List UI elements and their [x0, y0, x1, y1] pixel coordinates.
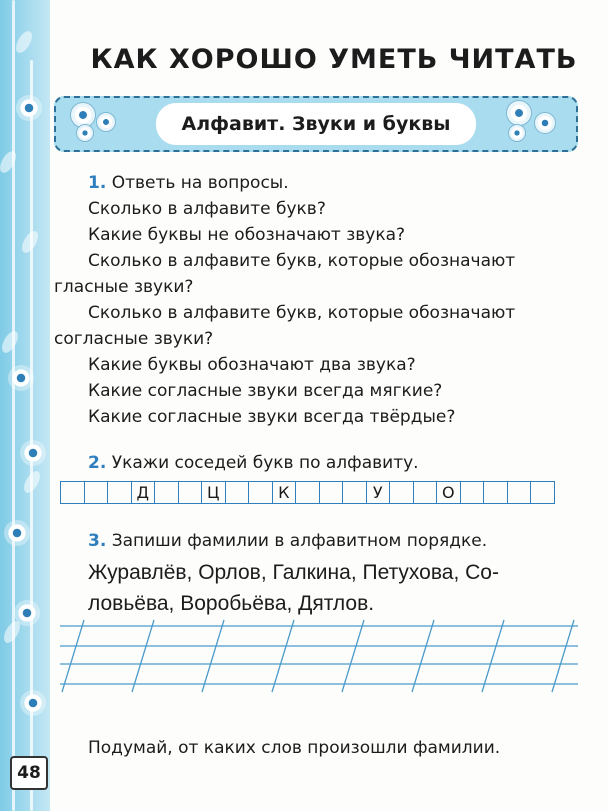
surnames-line: Журавлёв, Орлов, Галкина, Петухова, Со-	[88, 561, 499, 584]
flower-decoration	[20, 440, 46, 466]
letter-cell[interactable]	[179, 481, 203, 504]
flower-decoration	[20, 690, 46, 716]
letter-cell[interactable]	[414, 481, 438, 504]
letter-cell[interactable]: Ц	[202, 481, 226, 504]
letter-cell[interactable]: У	[367, 481, 391, 504]
task2-heading	[88, 450, 419, 476]
flower-decoration	[8, 365, 34, 391]
task3-heading	[88, 528, 487, 554]
task1-line: Какие буквы не обозначают звука?	[88, 225, 406, 245]
task1-line: гласные звуки?	[54, 277, 194, 297]
letter-cell[interactable]	[296, 481, 320, 504]
flower-icon	[534, 112, 556, 134]
task1-line: Сколько в алфавите букв?	[88, 199, 326, 219]
task1-line: Какие буквы обозначают два звука?	[88, 355, 416, 375]
letter-cell[interactable]: К	[273, 481, 297, 504]
task1-heading	[88, 170, 289, 196]
surnames-line: ловьёва, Воробьёва, Дятлов.	[88, 592, 375, 615]
letter-cell[interactable]	[531, 481, 555, 504]
flower-icon	[506, 100, 532, 126]
task1-intro: Ответь на вопросы.	[111, 173, 289, 193]
task1-line: Какие согласные звуки всегда мягкие?	[88, 381, 443, 401]
task1-line: согласные звуки?	[54, 329, 214, 349]
letter-cell[interactable]	[390, 481, 414, 504]
section-title: Алфавит. Звуки и буквы	[156, 103, 476, 145]
letter-cell[interactable]	[320, 481, 344, 504]
leaf-decoration	[0, 149, 19, 176]
letter-cell[interactable]	[508, 481, 532, 504]
letter-cell[interactable]	[155, 481, 179, 504]
letter-cell[interactable]	[61, 481, 85, 504]
letter-cell[interactable]	[461, 481, 485, 504]
letter-cell[interactable]	[343, 481, 367, 504]
flower-icon	[96, 112, 116, 132]
handwriting-lines[interactable]	[54, 616, 584, 696]
leaf-decoration	[0, 329, 21, 356]
letter-cell[interactable]	[249, 481, 273, 504]
task1-line: Сколько в алфавите букв, которые обозначают	[88, 251, 516, 271]
letter-cell[interactable]	[108, 481, 132, 504]
footer-question: Подумай, от каких слов произошли фамилии.	[88, 738, 501, 758]
flower-decoration	[4, 520, 30, 546]
task2-number: 2.	[88, 453, 107, 473]
alphabet-cells	[60, 481, 555, 504]
page-title: КАК ХОРОШО УМЕТЬ ЧИТАТЬ	[90, 44, 578, 75]
stem-decoration	[12, 0, 15, 811]
letter-cell[interactable]: О	[437, 481, 461, 504]
flower-decoration	[14, 600, 40, 626]
letter-cell[interactable]	[226, 481, 250, 504]
task1-line: Сколько в алфавите букв, которые обозначают	[88, 303, 516, 323]
task1-number: 1.	[88, 173, 107, 193]
flower-icon	[76, 124, 94, 142]
task2-text: Укажи соседей букв по алфавиту.	[111, 453, 419, 473]
decorative-side-stripe	[0, 0, 50, 811]
letter-cell[interactable]	[85, 481, 109, 504]
flower-icon	[508, 124, 526, 142]
task3-number: 3.	[88, 531, 107, 551]
leaf-decoration	[13, 29, 35, 56]
letter-cell[interactable]: Д	[132, 481, 156, 504]
task3-text: Запиши фамилии в алфавитном порядке.	[111, 531, 488, 551]
section-banner	[54, 96, 578, 152]
letter-cell[interactable]	[484, 481, 508, 504]
task1-line: Какие согласные звуки всегда твёрдые?	[88, 407, 456, 427]
flower-decoration	[16, 95, 42, 121]
page-number: 48	[10, 756, 48, 790]
